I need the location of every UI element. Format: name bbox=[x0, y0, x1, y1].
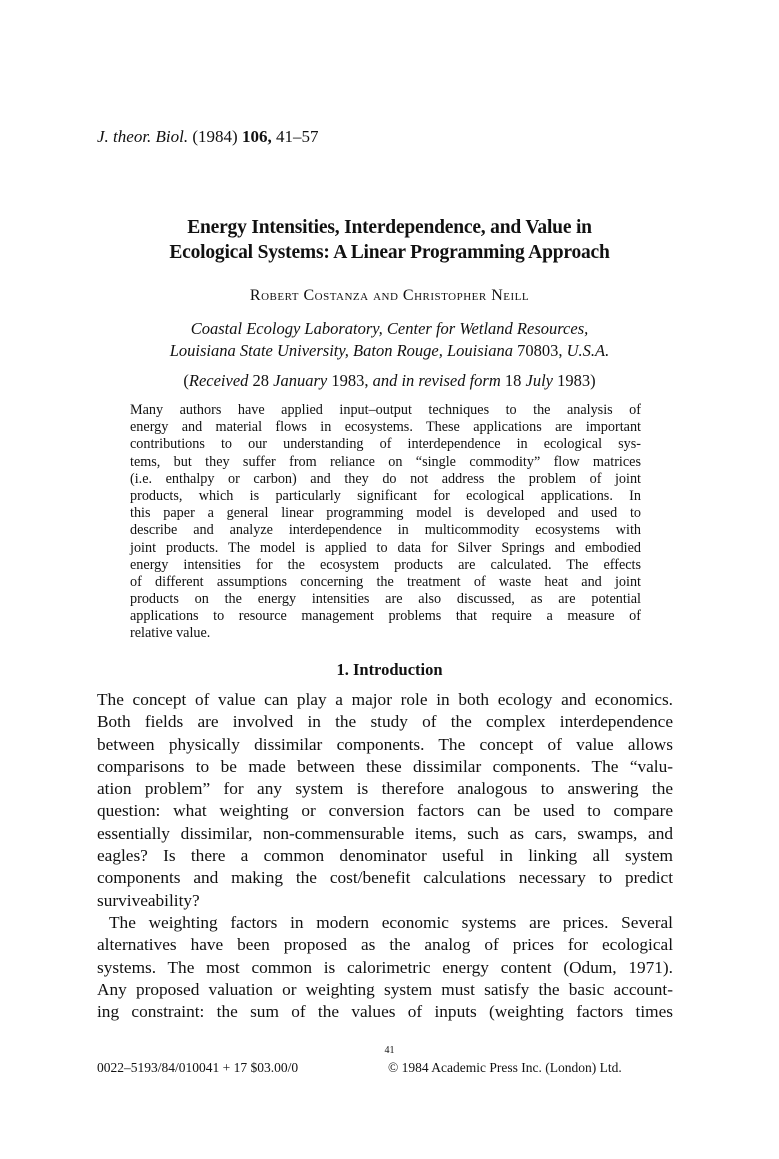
affiliation-line-1: Coastal Ecology Laboratory, Center for Wetland Resources, bbox=[190, 319, 589, 338]
revised-label: and in revised form bbox=[372, 371, 501, 390]
body-line: ing constraint: the sum of the values of inputs (weighting factors times bbox=[97, 1002, 673, 1022]
abstract-line: energy intensities for the ecosystem products are calculated. The effects bbox=[130, 556, 641, 573]
affiliation-institution: Louisiana State University, Baton Rouge, Louisiana bbox=[169, 341, 514, 360]
abstract-line: tems, but they suffer from reliance on “single commodity” flow matrices bbox=[130, 453, 641, 470]
body-line: essentially dissimilar, non-commensurable items, such as cars, swamps, and bbox=[97, 823, 673, 843]
footer-copyright: © 1984 Academic Press Inc. (London) Ltd. bbox=[388, 1060, 622, 1075]
abstract-line: products on the energy intensities are also discussed, as are potential bbox=[130, 591, 641, 608]
footer-code: 0022–5193/84/010041 + 17 $03.00/0 bbox=[97, 1060, 299, 1075]
journal-pages: 41–57 bbox=[275, 127, 319, 146]
abstract-line: describe and analyze interdependence in multicommodity ecosystems with bbox=[130, 522, 641, 539]
body-line: The weighting factors in modern economic systems are prices. Several bbox=[109, 912, 673, 932]
authors: Robert Costanza and Christopher Neill bbox=[249, 287, 530, 304]
affiliation bbox=[0, 318, 779, 362]
body-line: alternatives have been proposed as the analog of prices for ecological bbox=[97, 935, 673, 955]
received-label: Received bbox=[188, 371, 249, 390]
journal-volume: 106, bbox=[241, 127, 272, 146]
abstract-line: of different assumptions concerning the treatment of waste heat and joint bbox=[130, 573, 641, 590]
body-line: surviveability? bbox=[97, 890, 200, 910]
revised-month: July bbox=[525, 371, 553, 390]
body-line: Both fields are involved in the study of the complex interdependence bbox=[97, 712, 673, 732]
page-number: 41 bbox=[384, 1045, 395, 1056]
body-line: systems. The most common is calorimetric energy content (Odum, 1971). bbox=[97, 957, 673, 977]
abstract-line: Many authors have applied input–output techniques to the analysis of bbox=[130, 402, 641, 418]
abstract-line: this paper a general linear programming model is developed and used to bbox=[130, 505, 641, 522]
body-line: comparisons to be made between these dissimilar components. The “valu- bbox=[97, 756, 673, 776]
body-line: question: what weighting or conversion factors can be used to compare bbox=[97, 801, 673, 821]
abstract-line: products, which is particularly significant for ecological applications. In bbox=[130, 487, 641, 504]
body-line: eagles? Is there a common denominator useful in linking all system bbox=[97, 846, 673, 866]
abstract bbox=[130, 402, 641, 643]
affiliation-country: U.S.A. bbox=[566, 341, 610, 360]
received-dates bbox=[0, 371, 779, 391]
body-line: Any proposed valuation or weighting system must satisfy the basic account- bbox=[97, 979, 673, 999]
abstract-line: contributions to our understanding of interdependence in ecological sys- bbox=[130, 436, 641, 453]
revised-year: 1983) bbox=[553, 371, 596, 390]
revised-day: 18 bbox=[500, 371, 526, 390]
received-year: 1983, bbox=[327, 371, 373, 390]
title-line-2: Ecological Systems: A Linear Programming Approach bbox=[169, 242, 610, 263]
paren-open: ( bbox=[183, 371, 189, 390]
affiliation-zip: 70803, bbox=[513, 341, 567, 360]
body-line: The concept of value can play a major role in both ecology and economics. bbox=[97, 690, 673, 709]
abstract-line: energy and material flows in ecosystems. These applications are important bbox=[130, 419, 641, 436]
received-day: 28 bbox=[248, 371, 274, 390]
received-month: January bbox=[273, 371, 328, 390]
affiliation-line-2 bbox=[0, 340, 779, 362]
abstract-line: (i.e. enthalpy or carbon) and they do not address the problem of joint bbox=[130, 470, 641, 487]
section-heading: 1. Introduction bbox=[336, 660, 443, 679]
journal-citation bbox=[97, 127, 318, 147]
paper-title bbox=[0, 215, 779, 265]
abstract-line: applications to resource management problems that require a measure of bbox=[130, 608, 641, 625]
journal-year: (1984) bbox=[192, 127, 238, 146]
title-line-1: Energy Intensities, Interdependence, and Value in bbox=[187, 217, 592, 238]
body-line: between physically dissimilar components. The concept of value allows bbox=[97, 734, 673, 754]
body-line: ation problem” for any system is therefore analogous to answering the bbox=[97, 779, 673, 799]
journal-name: J. theor. Biol. bbox=[97, 127, 189, 146]
body-line: components and making the cost/benefit calculations necessary to predict bbox=[97, 868, 673, 888]
abstract-line: relative value. bbox=[130, 625, 211, 642]
section-body bbox=[97, 689, 673, 1023]
abstract-line: joint products. The model is applied to data for Silver Springs and embodied bbox=[130, 539, 641, 556]
